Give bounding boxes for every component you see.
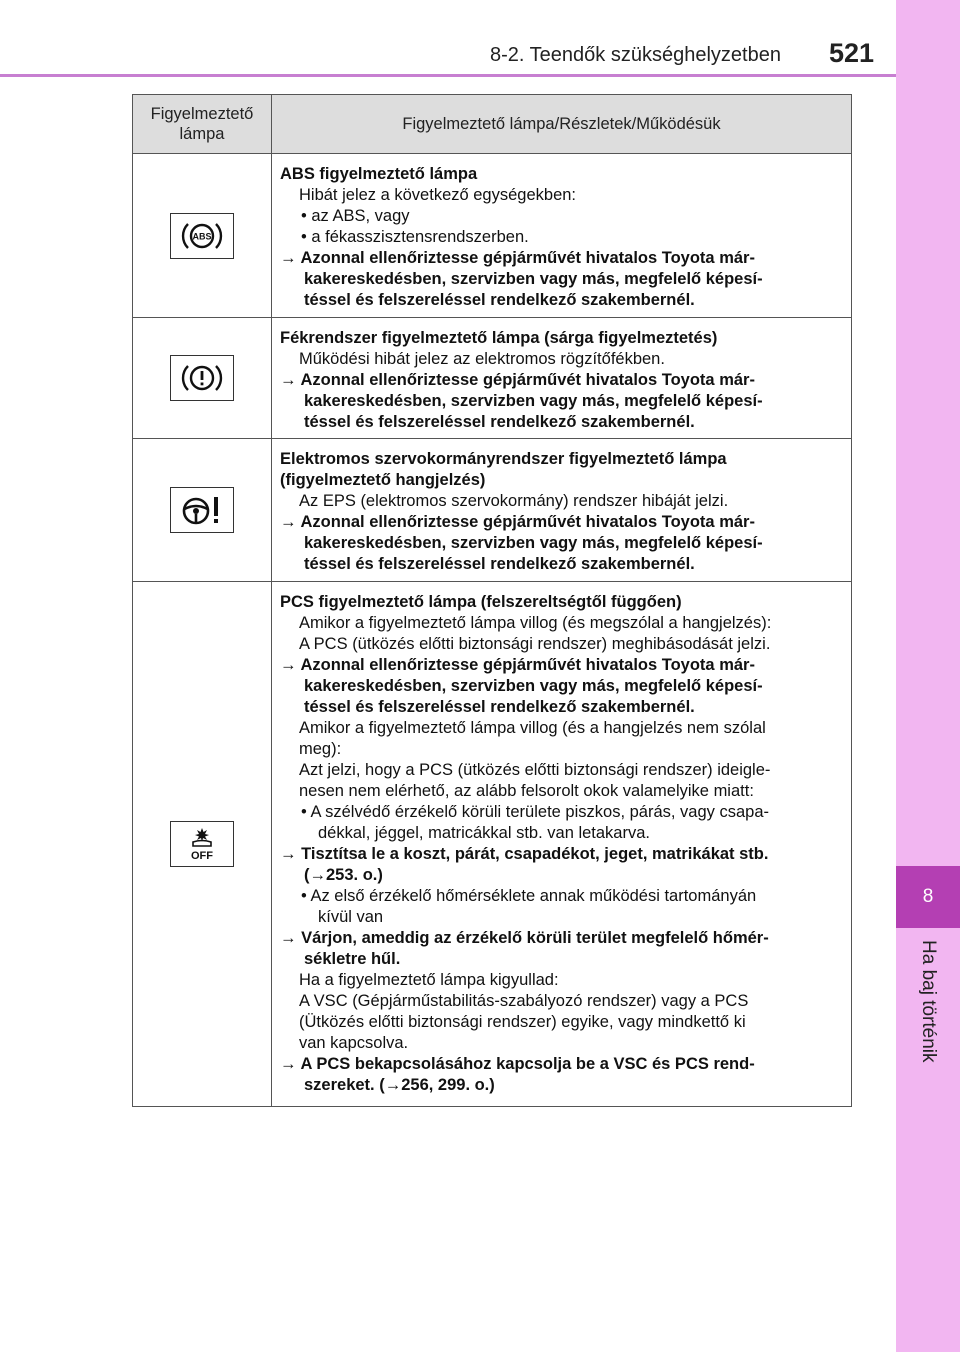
text-line: Az EPS (elektromos szervokormány) rendszer hibáját jelzi.: [299, 492, 729, 510]
table-row-pcs: [133, 581, 851, 1106]
abs-warning-icon: [170, 213, 234, 259]
action-line: → Azonnal ellenőriztesse gépjárművét hivatalos Toyota már-: [280, 249, 755, 267]
action-line: téssel és felszereléssel rendelkező szakembernél.: [304, 698, 695, 716]
bullet-line: • az ABS, vagy: [301, 207, 410, 225]
details-cell: [272, 318, 851, 438]
text-line: (Ütközés előtti biztonsági rendszer) egyike, vagy mindkettő ki: [299, 1013, 746, 1031]
text-line: Azt jelzi, hogy a PCS (ütközés előtti biztonsági rendszer) ideigle-: [299, 761, 771, 779]
action-line: → Azonnal ellenőriztesse gépjárművét hivatalos Toyota már-: [280, 371, 755, 389]
action-line: → Tisztítsa le a koszt, párát, csapadékot, jeget, matrikákat stb.: [280, 845, 769, 863]
bullet-line: • a fékasszisztensrendszerben.: [301, 228, 529, 246]
text-line: A PCS (ütközés előtti biztonsági rendszer) meghibásodását jelzi.: [299, 635, 771, 653]
page-number: 521: [829, 38, 875, 68]
action-line: → Azonnal ellenőriztesse gépjárművét hivatalos Toyota már-: [280, 656, 755, 674]
details-cell: [272, 582, 851, 1106]
header-lamp: [133, 95, 272, 153]
action-line: kakereskedésben, szervizben vagy más, megfelelő képesí-: [304, 534, 763, 552]
bullet-line: dékkal, jéggel, matricákkal stb. van letakarva.: [318, 824, 650, 842]
table-row-eps: [133, 438, 851, 581]
bullet-line: • A szélvédő érzékelő körüli területe piszkos, párás, vagy csapa-: [301, 803, 770, 821]
text-line: A VSC (Gépjárműstabilitás-szabályozó rendszer) vagy a PCS: [299, 992, 749, 1010]
lamp-title: PCS figyelmeztető lámpa (felszereltségtől függően): [280, 593, 682, 611]
svg-text:ABS: ABS: [192, 231, 212, 241]
text-line: Ha a figyelmeztető lámpa kigyullad:: [299, 971, 559, 989]
action-line: kakereskedésben, szervizben vagy más, megfelelő képesí-: [304, 270, 763, 288]
action-line: sékletre hűl.: [304, 950, 401, 968]
text-line: meg):: [299, 740, 342, 758]
action-line: téssel és felszereléssel rendelkező szakembernél.: [304, 555, 695, 573]
text-line: Amikor a figyelmeztető lámpa villog (és megszólal a hangjelzés):: [299, 614, 772, 632]
action-line: → A PCS bekapcsolásához kapcsolja be a VSC és PCS rend-: [280, 1055, 755, 1073]
section-title: 8-2. Teendők szükséghelyzetben: [490, 44, 781, 66]
brake-system-warning-icon: [170, 355, 234, 401]
action-line: → Várjon, ameddig az érzékelő körüli terület megfelelő hőmér-: [280, 929, 769, 947]
bullet-line: • Az első érzékelő hőmérséklete annak működési tartományán: [301, 887, 757, 905]
icon-cell: [133, 582, 272, 1106]
action-line: kakereskedésben, szervizben vagy más, megfelelő képesí-: [304, 677, 763, 695]
details-cell: [272, 439, 851, 581]
lamp-title: Fékrendszer figyelmeztető lámpa (sárga figyelmeztetés): [280, 329, 718, 347]
text-line: Amikor a figyelmeztető lámpa villog (és a hangjelzés nem szólal: [299, 719, 766, 737]
action-line: kakereskedésben, szervizben vagy más, megfelelő képesí-: [304, 392, 763, 410]
header-lamp-label: Figyelmeztető lámpa: [150, 105, 254, 143]
warning-lamp-table: [132, 94, 852, 1107]
header-divider: [0, 74, 896, 77]
chapter-tab: 8: [896, 866, 960, 928]
table-row-abs: [133, 153, 851, 317]
icon-cell: [133, 154, 272, 317]
action-line: szereket. (→256, 299. o.): [304, 1076, 495, 1094]
table-row-brake: [133, 317, 851, 438]
action-line: téssel és felszereléssel rendelkező szakembernél.: [304, 413, 695, 431]
icon-cell: [133, 318, 272, 438]
pcs-off-icon-label: OFF: [191, 850, 213, 862]
eps-warning-icon: [170, 487, 234, 533]
table-header-row: [133, 95, 851, 153]
icon-cell: [133, 439, 272, 581]
text-line: Működési hibát jelez az elektromos rögzítőfékben.: [299, 350, 665, 368]
header-details-label: Figyelmeztető lámpa/Részletek/Működésük: [402, 115, 721, 133]
lamp-title: ABS figyelmeztető lámpa: [280, 165, 478, 183]
bullet-line: kívül van: [318, 908, 384, 926]
lamp-title-cont: (figyelmeztető hangjelzés): [280, 471, 486, 489]
header-details: [272, 95, 851, 153]
text-line: van kapcsolva.: [299, 1034, 409, 1052]
action-line: téssel és felszereléssel rendelkező szakembernél.: [304, 291, 695, 309]
action-line: (→253. o.): [304, 866, 383, 884]
sidebar-band-top: [896, 0, 960, 866]
details-cell: [272, 154, 851, 317]
action-line: → Azonnal ellenőriztesse gépjárművét hivatalos Toyota már-: [280, 513, 755, 531]
chapter-title: Ha baj történik: [918, 940, 939, 1063]
text-line: nesen nem elérhető, az alább felsorolt okok valamelyike miatt:: [299, 782, 754, 800]
lamp-title: Elektromos szervokormányrendszer figyelmeztető lámpa: [280, 450, 727, 468]
text-line: Hibát jelez a következő egységekben:: [299, 186, 577, 204]
pcs-off-icon: [170, 821, 234, 867]
